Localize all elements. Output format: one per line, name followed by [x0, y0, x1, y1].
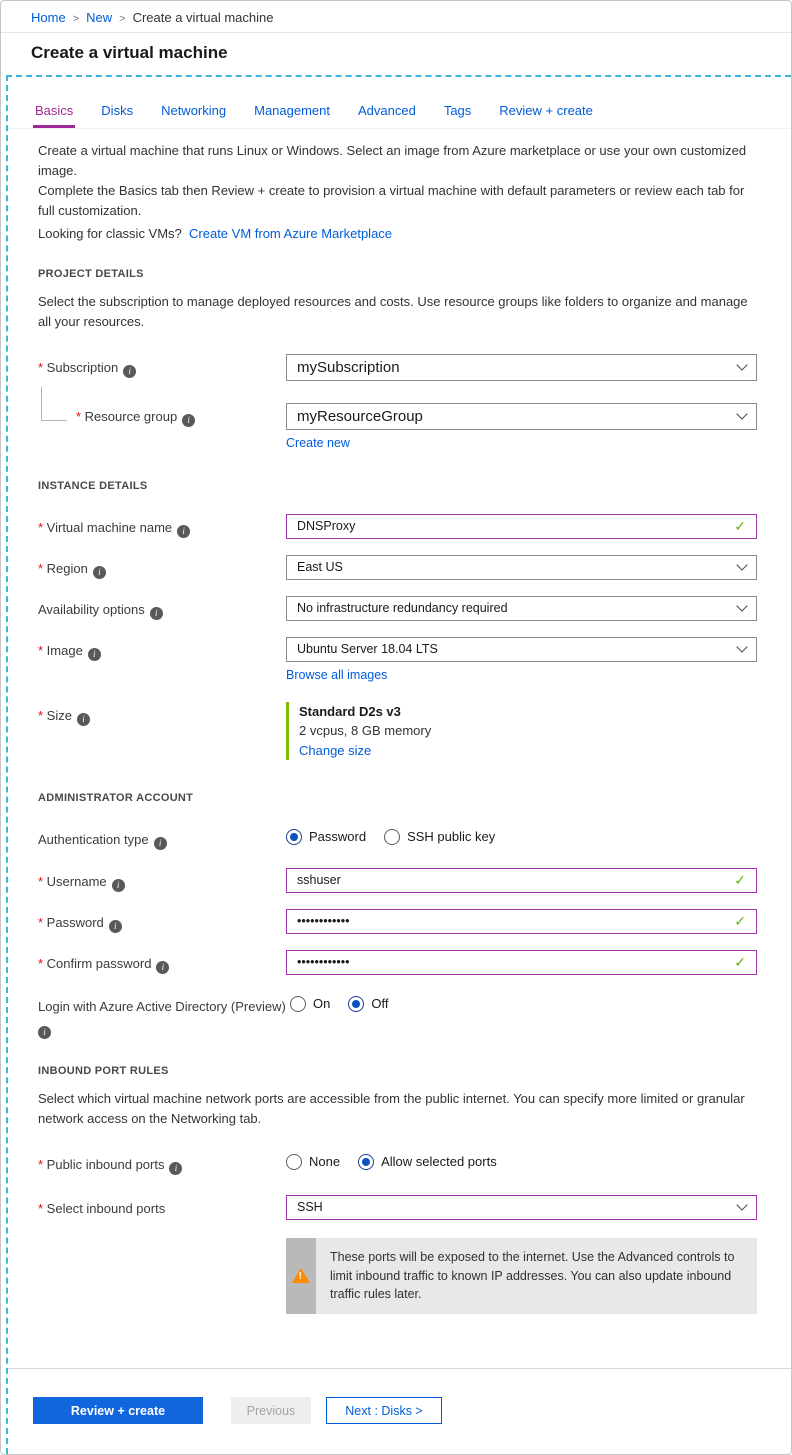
- page-title: Create a virtual machine: [31, 43, 228, 62]
- footer-buttons: [8, 1369, 791, 1454]
- form-content: [8, 77, 791, 1340]
- auth-ssh-option[interactable]: SSH public key: [384, 829, 495, 845]
- info-icon[interactable]: [154, 837, 167, 850]
- section-instance-details: INSTANCE DETAILS: [38, 479, 148, 492]
- intro-line-1: Create a virtual machine that runs Linux or Windows. Select an image from Azure marketplace or use your own customized image.: [38, 143, 747, 179]
- confirm-password-label: * Confirm password i: [38, 950, 286, 974]
- inbound-port-rules-description: Select which virtual machine network ports are accessible from the public internet. You can specify more limited or granular network access on the Networking tab.: [38, 1090, 745, 1126]
- select-inbound-ports-label: * Select inbound ports: [38, 1195, 286, 1218]
- browse-all-images-link[interactable]: Browse all images: [286, 667, 388, 682]
- image-dropdown[interactable]: [286, 637, 757, 662]
- create-vm-marketplace-link[interactable]: Create VM from Azure Marketplace: [189, 225, 393, 241]
- select-inbound-ports-value: SSH: [297, 1200, 323, 1215]
- tab-tags[interactable]: Tags: [443, 103, 472, 118]
- classic-vm-prefix: Looking for classic VMs?: [38, 225, 182, 241]
- classic-vm-line: [38, 224, 757, 244]
- size-name: Standard D2s v3: [299, 703, 401, 719]
- username-input[interactable]: [286, 868, 757, 893]
- aad-login-radio-group: [290, 993, 757, 1012]
- tab-review-create[interactable]: Review + create: [499, 103, 593, 118]
- breadcrumb-new[interactable]: New: [86, 10, 113, 25]
- auth-type-row: [8, 826, 791, 850]
- section-administrator-account: ADMINISTRATOR ACCOUNT: [38, 791, 194, 804]
- info-icon[interactable]: [177, 525, 190, 538]
- warning-icon: [292, 1268, 310, 1283]
- image-label: * Image i: [38, 637, 286, 661]
- info-icon[interactable]: [93, 566, 106, 579]
- inbound-none-option[interactable]: None: [286, 1154, 340, 1170]
- select-inbound-ports-row: [8, 1195, 791, 1314]
- confirm-password-row: [8, 950, 791, 975]
- chevron-down-icon: [736, 642, 747, 653]
- tab-advanced[interactable]: Advanced: [358, 103, 416, 118]
- username-value: sshuser: [297, 873, 341, 888]
- select-inbound-ports-dropdown[interactable]: [286, 1195, 757, 1220]
- radio-unselected-icon: [384, 829, 400, 845]
- info-icon[interactable]: [156, 961, 169, 974]
- highlighted-region: [6, 75, 791, 1454]
- breadcrumb: [1, 1, 791, 33]
- resource-group-row: [8, 403, 791, 450]
- image-value: Ubuntu Server 18.04 LTS: [297, 642, 438, 657]
- availability-label: Availability options i: [38, 596, 286, 620]
- info-icon[interactable]: [150, 607, 163, 620]
- public-inbound-ports-label: * Public inbound ports i: [38, 1151, 286, 1175]
- username-row: [8, 868, 791, 893]
- intro-text: [8, 129, 791, 244]
- public-inbound-ports-row: [8, 1151, 791, 1175]
- info-icon[interactable]: [112, 879, 125, 892]
- title-bar: [1, 33, 791, 75]
- password-input[interactable]: [286, 909, 757, 934]
- chevron-down-icon: [736, 1200, 747, 1211]
- valid-check-icon: ✓: [734, 912, 746, 929]
- vm-name-input[interactable]: [286, 514, 757, 539]
- warning-text: These ports will be exposed to the internet. Use the Advanced controls to limit inbound traffic to known IP addresses. You can also update inbound traffic rules later.: [330, 1249, 735, 1302]
- valid-check-icon: ✓: [734, 517, 746, 534]
- password-label: * Password i: [38, 909, 286, 933]
- warning-strip: [286, 1238, 316, 1314]
- info-icon[interactable]: [169, 1162, 182, 1175]
- tab-disks[interactable]: Disks: [101, 103, 134, 118]
- aad-login-label: Login with Azure Active Directory (Preview) i: [38, 993, 290, 1039]
- vm-name-row: [8, 514, 791, 539]
- availability-row: [8, 596, 791, 621]
- nesting-connector: [41, 387, 67, 421]
- vm-name-label: * Virtual machine name i: [38, 514, 286, 538]
- radio-selected-icon: [348, 996, 364, 1012]
- chevron-down-icon: [736, 409, 747, 420]
- section-inbound-port-rules: INBOUND PORT RULES: [38, 1064, 169, 1077]
- chevron-down-icon: [736, 560, 747, 571]
- region-dropdown[interactable]: [286, 555, 757, 580]
- subscription-value: mySubscription: [297, 358, 400, 376]
- change-size-link[interactable]: Change size: [299, 742, 372, 758]
- resource-group-value: myResourceGroup: [297, 407, 423, 425]
- tab-bar: [8, 77, 791, 129]
- warning-box: [286, 1238, 757, 1314]
- size-label: * Sizei: [38, 702, 286, 726]
- aad-on-option[interactable]: On: [290, 996, 330, 1012]
- size-row: [8, 702, 791, 760]
- public-inbound-radio-group: [286, 1151, 757, 1170]
- aad-off-option[interactable]: Off: [348, 996, 388, 1012]
- password-value: ••••••••••••: [297, 914, 350, 929]
- breadcrumb-current: Create a virtual machine: [132, 10, 274, 25]
- inbound-allow-selected-option[interactable]: Allow selected ports: [358, 1154, 497, 1170]
- breadcrumb-separator-icon: >: [72, 13, 80, 25]
- region-row: [8, 555, 791, 580]
- review-create-button[interactable]: Review + create: [33, 1397, 203, 1424]
- subscription-row: [8, 354, 791, 381]
- breadcrumb-home[interactable]: Home: [31, 10, 66, 25]
- info-icon[interactable]: [123, 365, 136, 378]
- resource-group-label: * Resource group i: [38, 403, 286, 427]
- vm-name-value: DNSProxy: [297, 519, 356, 534]
- auth-type-radio-group: [286, 826, 757, 845]
- info-icon[interactable]: [38, 1026, 51, 1039]
- chevron-down-icon: [736, 601, 747, 612]
- aad-login-row: [8, 993, 791, 1039]
- availability-value: No infrastructure redundancy required: [297, 601, 508, 616]
- radio-selected-icon: [358, 1154, 374, 1170]
- create-new-link[interactable]: Create new: [286, 435, 350, 450]
- tab-management[interactable]: Management: [254, 103, 330, 118]
- username-label: * Username i: [38, 868, 286, 892]
- radio-unselected-icon: [286, 1154, 302, 1170]
- radio-unselected-icon: [290, 996, 306, 1012]
- resource-group-dropdown[interactable]: [286, 403, 757, 430]
- size-specs: 2 vcpus, 8 GB memory: [299, 722, 432, 738]
- info-icon[interactable]: [109, 920, 122, 933]
- section-project-details: PROJECT DETAILS: [38, 267, 144, 280]
- previous-button[interactable]: Previous: [231, 1397, 311, 1424]
- tab-basics[interactable]: Basics: [33, 103, 75, 128]
- info-icon[interactable]: [182, 414, 195, 427]
- auth-password-option[interactable]: Password: [286, 829, 366, 845]
- auth-type-label: Authentication type i: [38, 826, 286, 850]
- availability-dropdown[interactable]: [286, 596, 757, 621]
- image-row: [8, 637, 791, 682]
- tab-networking[interactable]: Networking: [161, 103, 227, 118]
- region-label: * Region i: [38, 555, 286, 579]
- chevron-down-icon: [736, 360, 747, 371]
- valid-check-icon: ✓: [734, 953, 746, 970]
- confirm-password-input[interactable]: [286, 950, 757, 975]
- intro-line-2: Complete the Basics tab then Review + create to provision a virtual machine with default parameters or review each tab for full customization.: [38, 183, 745, 219]
- subscription-label: * Subscription i: [38, 354, 286, 378]
- radio-selected-icon: [286, 829, 302, 845]
- password-row: [8, 909, 791, 934]
- next-disks-button[interactable]: Next : Disks >: [326, 1397, 442, 1424]
- confirm-password-value: ••••••••••••: [297, 955, 350, 970]
- breadcrumb-separator-icon: >: [119, 13, 126, 25]
- subscription-dropdown[interactable]: [286, 354, 757, 381]
- valid-check-icon: ✓: [734, 871, 746, 888]
- size-summary: [286, 702, 757, 760]
- project-details-description: Select the subscription to manage deployed resources and costs. Use resource groups like folders to organize and manage all your resources.: [38, 293, 748, 329]
- info-icon[interactable]: [77, 713, 90, 726]
- info-icon[interactable]: [88, 648, 101, 661]
- region-value: East US: [297, 560, 343, 575]
